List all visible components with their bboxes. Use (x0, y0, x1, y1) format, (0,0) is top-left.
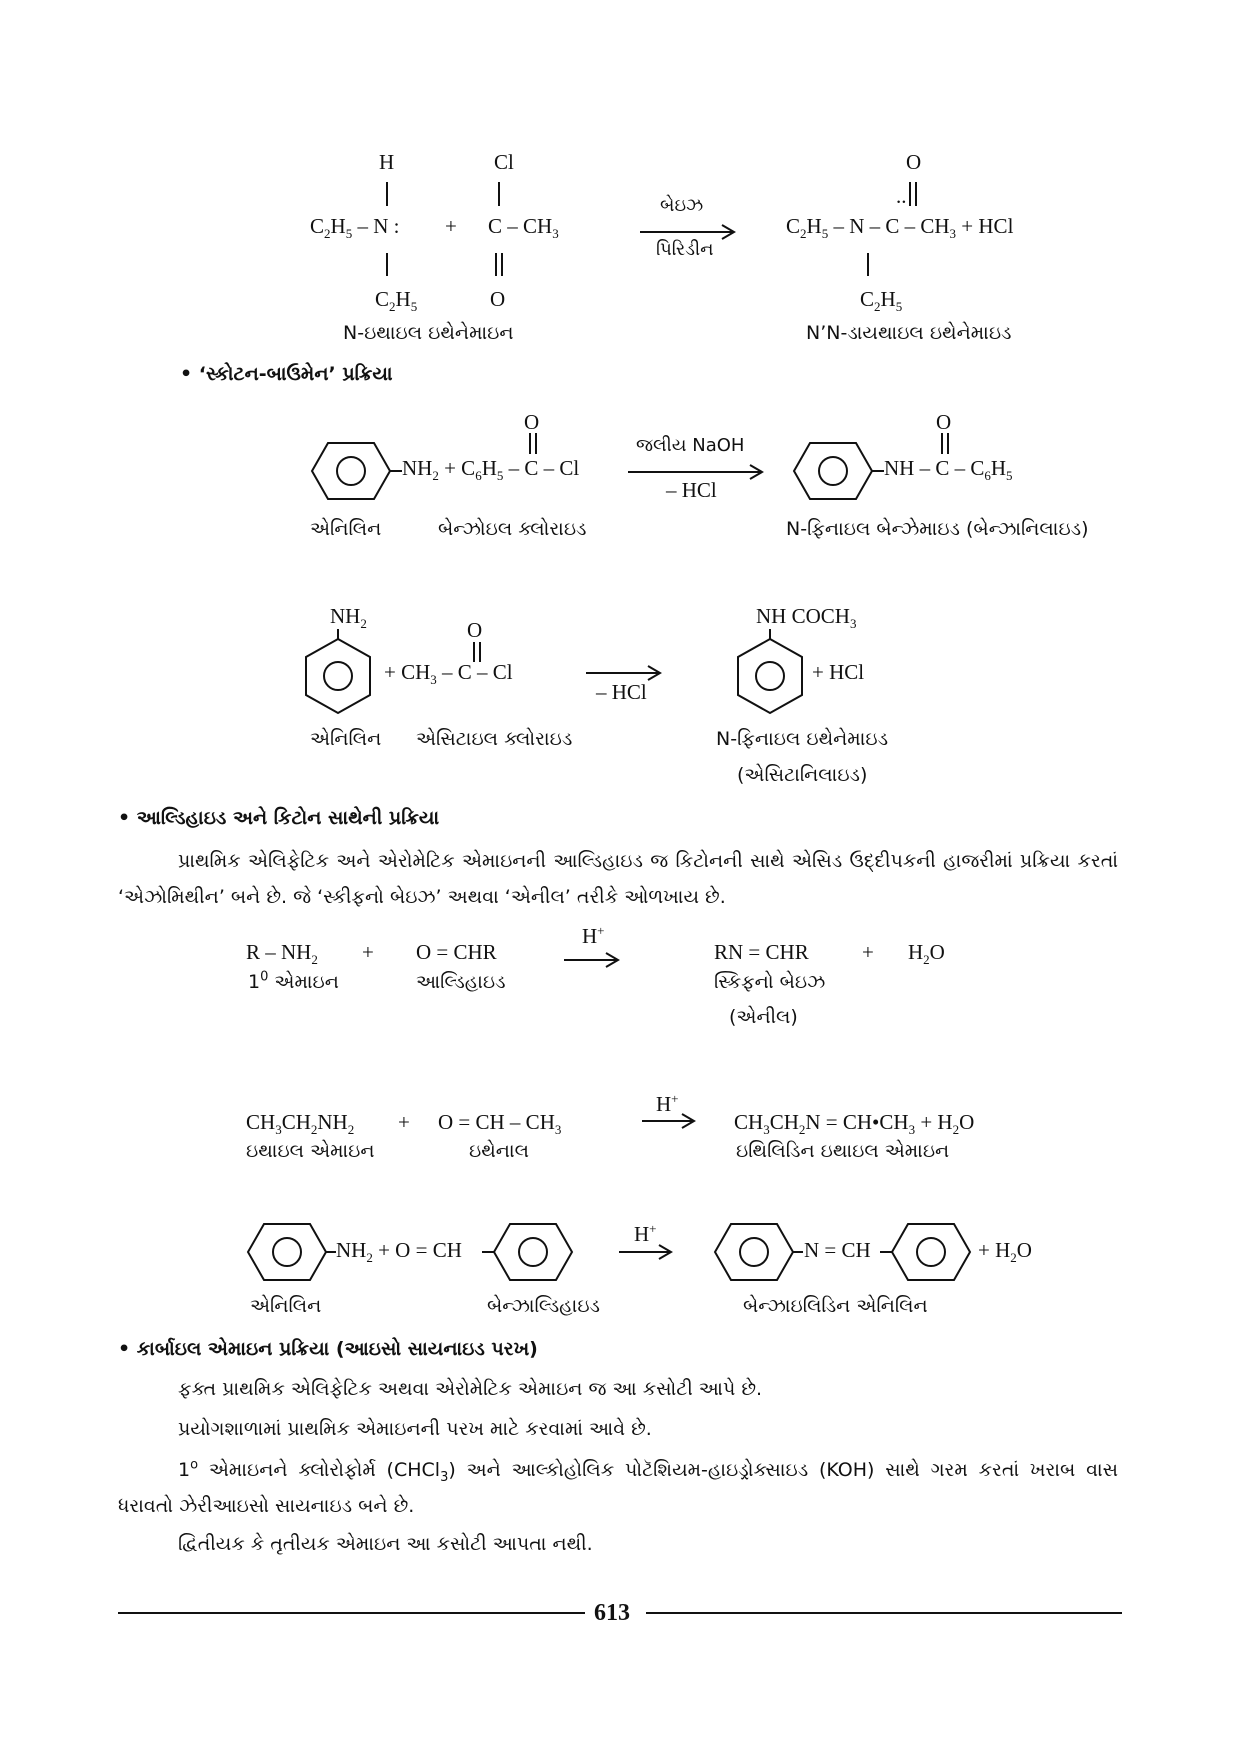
r2-name-aniline: એનિલિન (310, 518, 382, 540)
heading-schotten-baumann: • ‘સ્કોટન-બાઉમેન’ પ્રક્રિયા (180, 363, 393, 385)
r1-o-atom: O (906, 150, 922, 174)
r5-product: $CH_3CH_2N$ = $CH•CH_3 + H_2O$ (734, 1110, 975, 1138)
r6-benzene-ring-4 (880, 1222, 970, 1286)
r1-product-ethyl-bottom: $C_2H_5$ (860, 287, 903, 315)
r6-name-benzaldehyde: બેન્ઝાલ્ડિહાઇડ (487, 1295, 600, 1317)
r4-name-amine: $1^0$ એમાઇન (248, 969, 339, 993)
r1-oxygen-bottom: O (490, 287, 506, 311)
r3-name-aniline: એનિલિન (310, 728, 382, 750)
r6-arrow-catalyst: H+ (634, 1221, 657, 1246)
r5-amine: $CH_3CH_2NH_2$ (246, 1110, 355, 1138)
r4-product: RN = CHR (714, 940, 809, 964)
r3-o: O (467, 618, 483, 642)
r4-water: $H_2O$ (908, 940, 945, 968)
r4-name-anil: (એનીલ) (729, 1006, 798, 1028)
r2-o-1: O (524, 410, 540, 434)
para-carbylamine-1: ફક્ત પ્રાથમિક એલિફેટિક અથવા એરોમેટિક એમાઇન જ આ કસોટી આપે છે. (178, 1378, 763, 1400)
r2-reactants: $NH_2 + C_6H_5 - C - Cl$ (402, 456, 580, 484)
r1-arrow-bottom-label: પિરિડીન (656, 239, 714, 260)
r3-name-acetanilide: (એસિટાનિલાઇડ) (737, 764, 868, 786)
r5-name-product: ઇથિલિડિન ઇથાઇલ એમાઇન (736, 1140, 950, 1162)
para-aldehyde-ketone: પ્રાથમિક એલિફેટિક અને એરોમેટિક એમાઇનની આલ્ડિહાઇડ જ કિટોનની સાથે એસિડ ઉદ્દીપકની હાજરીમાં પ્રક્રિયા કરતાં ‘એઝોમિથીન’ બને છે. જે ‘સ્કીફનો બેઇઝ’ અથવા ‘એનીલ’ તરીકે ઓળખાય છે. (118, 850, 1118, 908)
r3-nh2: $NH_2$ (330, 604, 367, 632)
r2-name-benzanilide: N-ફિનાઇલ બેન્ઝેમાઇડ (બેન્ઝાનિલાઇડ) (786, 518, 1089, 540)
r4-name-schiff-base: સ્કિફનો બેઇઝ (714, 971, 826, 993)
heading-aldehyde-ketone: • આલ્ડિહાઇડ અને કિટોન સાથેની પ્રક્રિયા (118, 807, 440, 829)
r1-plus: + (445, 214, 457, 238)
r2-arrow-top-label: જલીય NaOH (636, 435, 745, 456)
r1-ethyl-bottom: $C_2H_5$ (375, 287, 418, 315)
r3-product-top: NH $COCH_3$ (756, 604, 857, 632)
r4-aldehyde: O = CHR (416, 940, 497, 964)
r6-product-mid: N = CH (804, 1238, 871, 1262)
r3-product-right: + HCl (812, 660, 865, 684)
r1-acyl: C – $CH_3$ (488, 214, 559, 242)
r3-arrow-bottom-label: – HCl (596, 680, 647, 704)
r1-reactant-name: N-ઇથાઇલ ઇથેનેમાઇન (343, 322, 514, 344)
r6-benzene-ring-1 (248, 1222, 336, 1286)
r1-amine: $C_2H_5$ – N : (310, 214, 400, 242)
r3-benzene-ring-1 (303, 637, 373, 717)
heading-carbylamine: • કાર્બાઇલ એમાઇન પ્રક્રિયા (આઇસો સાયનાઇડ પરખ) (118, 1338, 538, 1360)
r1-product: $C_2H_5$ – N – C – $CH_3$ + HCl (786, 214, 1014, 242)
r2-name-benzoyl-chloride: બેન્ઝોઇલ ક્લોરાઇડ (438, 518, 587, 540)
r6-benzene-ring-2 (482, 1222, 572, 1286)
r2-benzene-ring-2 (794, 441, 884, 505)
page-number: 613 (594, 1600, 630, 1626)
r1-product-name: N’N-ડાયથાઇલ ઇથેનેમાઇડ (806, 322, 1012, 344)
r6-name-aniline: એનિલિન (250, 1295, 322, 1317)
r2-benzene-ring-1 (312, 441, 402, 505)
r5-name-ethylamine: ઇથાઇલ એમાઇન (246, 1140, 375, 1162)
r3-name-acetyl-chloride: એસિટાઇલ ક્લોરાઇડ (416, 728, 573, 750)
para-carbylamine-4: દ્વિતીયક કે તૃતીયક એમાઇન આ કસોટી આપતા નથી. (178, 1533, 593, 1555)
r4-amine: R – $NH_2$ (246, 940, 318, 968)
r1-cl-atom: Cl (494, 150, 514, 174)
r4-plus-2: + (862, 940, 874, 964)
r5-name-ethanal: ઇથેનાલ (469, 1140, 529, 1162)
r1-arrow-top-label: બેઇઝ (660, 195, 704, 216)
para-carbylamine-3: 1$^o$ એમાઇનને ક્લોરોફોર્મ (CHCl$_3$) અને આલ્કોહોલિક પોટૅશિયમ-હાઇડ્રોક્સાઇડ (KOH) સાથે ગરમ કરતાં ખરાબ વાસ ધરાવતો ઝેરીઆઇસો સાયનાઇડ બને છે. (118, 1457, 1118, 1517)
para-carbylamine-2: પ્રયોગશાળામાં પ્રાથમિક એમાઇનની પરખ માટે કરવામાં આવે છે. (178, 1418, 652, 1440)
r1-lone-pair-dots: .. (896, 184, 907, 208)
r4-plus: + (362, 940, 374, 964)
footer-rule-left (118, 1612, 585, 1614)
r5-arrow-catalyst: H+ (656, 1091, 679, 1116)
r2-arrow-bottom-label: – HCl (666, 478, 717, 502)
r6-benzene-ring-3 (715, 1222, 803, 1286)
r2-product: NH – C – $C_6H_5$ (884, 456, 1013, 484)
r6-water: + $H_2O$ (978, 1238, 1032, 1266)
r2-o-2: O (936, 410, 952, 434)
r4-arrow-catalyst: H+ (582, 923, 605, 948)
r5-plus: + (398, 1110, 410, 1134)
r6-name-product: બેન્ઝાઇલિડિન એનિલિન (743, 1295, 928, 1317)
r4-name-aldehyde: આલ્ડિહાઇડ (416, 971, 506, 993)
r3-reactant: + $CH_3$ – C – Cl (384, 660, 513, 688)
footer-rule-right (646, 1612, 1122, 1614)
r3-benzene-ring-2 (735, 637, 805, 717)
r3-name-product: N-ફિનાઇલ ઇથેનેમાઇડ (716, 728, 889, 750)
r6-left-reactants: $NH_2 + O$ = CH (336, 1238, 462, 1266)
r5-ethanal: O = CH – $CH_3$ (438, 1110, 562, 1138)
r1-h-atom: H (379, 150, 395, 174)
